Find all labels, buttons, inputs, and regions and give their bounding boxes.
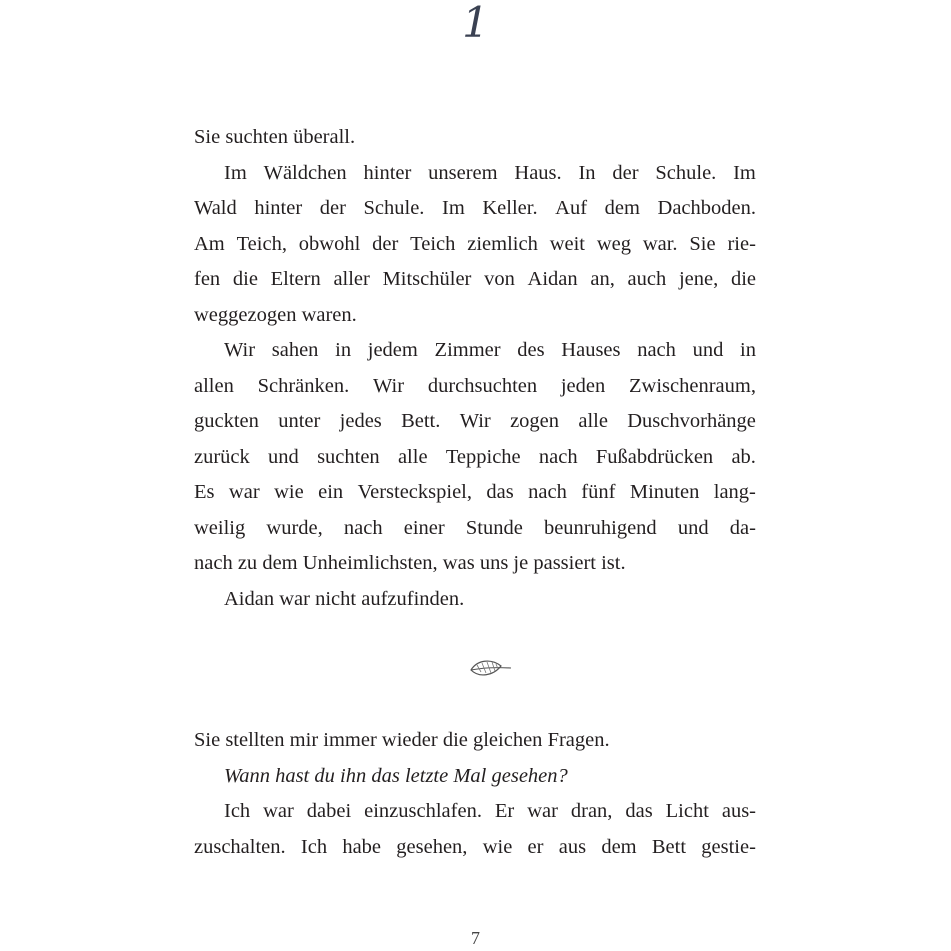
word: da- — [729, 516, 756, 539]
word: hast — [275, 764, 310, 787]
word: immer — [323, 729, 377, 751]
text-line — [194, 298, 756, 334]
word: zu — [237, 552, 258, 574]
word: Wir — [459, 410, 491, 432]
word: aus — [558, 835, 587, 858]
word: Teppiche — [445, 445, 521, 468]
word: weg — [596, 232, 631, 255]
word: passiert — [533, 552, 596, 574]
text-line — [194, 794, 756, 830]
word: war. — [642, 232, 678, 255]
word: nach — [538, 445, 578, 468]
word: Eltern — [270, 268, 321, 290]
word: der — [372, 232, 399, 255]
text-line — [194, 333, 756, 369]
word: gesehen? — [491, 764, 568, 787]
word: aus- — [721, 800, 756, 822]
word: die — [442, 729, 468, 751]
word: Auf — [555, 197, 588, 219]
word: Aidan — [527, 268, 578, 290]
word: nach — [528, 481, 567, 503]
leaf-icon — [469, 656, 513, 682]
word: wurde, — [266, 516, 323, 539]
word: uns — [479, 552, 509, 574]
word: du — [314, 764, 335, 787]
page-number: 7 — [471, 928, 480, 948]
word: je — [513, 552, 529, 574]
text-line — [194, 723, 756, 759]
word: zurück — [194, 445, 250, 468]
word: Keller. — [482, 197, 538, 219]
word: der — [612, 161, 639, 184]
word: Teich, — [236, 232, 287, 255]
word: Im — [224, 161, 247, 184]
word: fen — [194, 268, 221, 290]
word: ihn — [340, 764, 367, 787]
word: das — [625, 800, 653, 822]
word: sahen — [271, 339, 319, 361]
word: Es — [194, 481, 215, 503]
text-line — [194, 369, 756, 405]
word: Minuten — [629, 481, 700, 503]
word: aufzufinden. — [361, 587, 465, 610]
word: jedem — [367, 339, 418, 361]
text-line — [194, 120, 756, 156]
word: Bett. — [401, 410, 441, 432]
word: nach — [194, 552, 233, 574]
word: Versteckspiel, — [357, 481, 472, 503]
text-line — [194, 404, 756, 440]
word: nicht — [315, 587, 357, 610]
word: Teich — [410, 232, 456, 255]
word: die — [232, 268, 258, 290]
word: zogen — [510, 410, 560, 432]
word: des — [517, 339, 545, 361]
word: er — [527, 835, 544, 858]
text-line — [194, 511, 756, 547]
word: Ich — [224, 800, 251, 822]
word: Sie — [194, 729, 221, 751]
word: durchsuchten — [427, 374, 538, 397]
word: Hauses — [561, 339, 621, 361]
text-line — [194, 156, 756, 192]
word: war — [228, 481, 260, 503]
word: nach — [343, 516, 383, 539]
text-line — [194, 546, 756, 582]
word: unserem — [428, 161, 498, 184]
word: hinter — [254, 197, 303, 219]
word: was — [442, 552, 475, 574]
word: Schule. — [363, 197, 425, 219]
word: Wir — [224, 339, 256, 361]
word: letzte — [404, 764, 449, 787]
word: unter — [278, 410, 321, 432]
word: gestie- — [701, 835, 756, 858]
word: Mitschüler — [382, 268, 472, 290]
word: rie- — [727, 232, 756, 255]
text-line — [194, 191, 756, 227]
text-line — [194, 830, 756, 866]
word: Wäldchen — [263, 161, 347, 184]
word: die — [730, 268, 756, 290]
word: ab. — [731, 445, 756, 468]
word: habe — [342, 835, 382, 858]
word: alle — [397, 445, 428, 468]
text-block-2 — [194, 723, 756, 865]
word: dem — [601, 835, 637, 858]
word: weilig — [194, 516, 246, 539]
word: Sie — [194, 126, 221, 148]
word: obwohl — [298, 232, 361, 255]
word: wieder — [381, 729, 438, 751]
word: in — [335, 339, 352, 361]
word: gesehen, — [396, 835, 468, 858]
word: gleichen — [472, 729, 543, 751]
word: Zwischenraum, — [629, 374, 756, 397]
word: Wann — [224, 764, 270, 787]
word: Wir — [373, 374, 405, 397]
text-line — [194, 582, 756, 618]
word: einer — [403, 516, 445, 539]
chapter-number: 1 — [462, 0, 489, 47]
word: Am — [194, 232, 225, 255]
text-block-1 — [194, 120, 756, 617]
word: lang- — [713, 481, 756, 503]
word: Wald — [194, 197, 237, 219]
word: Haus. — [514, 161, 562, 184]
word: dabei — [306, 800, 352, 822]
word: zuschalten. — [194, 835, 286, 858]
text-line — [194, 227, 756, 263]
word: alle — [578, 410, 608, 432]
word: In — [578, 161, 596, 184]
word: Schule. — [655, 161, 717, 184]
word: und — [268, 445, 299, 468]
word: dem — [262, 552, 298, 574]
word: Im — [733, 161, 756, 184]
word: allen — [194, 374, 234, 397]
text-line — [194, 262, 756, 298]
word: war — [527, 800, 558, 822]
word: weit — [549, 232, 585, 255]
word: Im — [442, 197, 465, 219]
word: wie — [482, 835, 513, 858]
word: Er — [494, 800, 515, 822]
word: der — [319, 197, 346, 219]
text-line — [194, 440, 756, 476]
word: Bett — [651, 835, 687, 858]
word: dem — [604, 197, 640, 219]
text-line — [194, 759, 756, 795]
word: auch — [627, 268, 667, 290]
text-line — [194, 475, 756, 511]
word: nach — [637, 339, 676, 361]
word: suchten — [317, 445, 380, 468]
word: ein — [318, 481, 344, 503]
word: von — [484, 268, 515, 290]
word: Mal — [453, 764, 487, 787]
word: waren. — [301, 303, 357, 326]
word: und — [692, 339, 724, 361]
word: mir — [289, 729, 319, 751]
word: fünf — [581, 481, 616, 503]
word: weggezogen — [194, 303, 297, 326]
word: das — [371, 764, 400, 787]
word: das — [486, 481, 514, 503]
word: Fußabdrücken — [595, 445, 714, 468]
word: und — [677, 516, 709, 539]
word: Fragen. — [547, 729, 610, 751]
word: Sie — [689, 232, 716, 255]
word: Schränken. — [257, 374, 350, 397]
word: ist. — [601, 552, 626, 574]
word: Dachboden. — [657, 197, 756, 219]
word: in — [740, 339, 756, 361]
word: jeden — [560, 374, 606, 397]
word: überall. — [293, 126, 356, 148]
word: stellten — [225, 729, 285, 751]
word: Licht — [665, 800, 709, 822]
word: Unheimlichsten, — [302, 552, 438, 574]
word: wie — [274, 481, 304, 503]
word: guckten — [194, 410, 259, 432]
word: einzuschlafen. — [364, 800, 482, 822]
word: war — [263, 800, 294, 822]
word: jedes — [339, 410, 382, 432]
word: dran, — [570, 800, 613, 822]
word: Aidan — [224, 587, 275, 610]
word: Stunde — [465, 516, 523, 539]
word: beunruhigend — [543, 516, 657, 539]
word: Ich — [300, 835, 328, 858]
word: hinter — [363, 161, 412, 184]
word: aller — [333, 268, 370, 290]
word: war — [279, 587, 310, 610]
word: Zimmer — [434, 339, 501, 361]
word: suchten — [225, 126, 288, 148]
word: jene, — [678, 268, 719, 290]
word: Duschvorhänge — [627, 410, 756, 432]
word: an, — [590, 268, 615, 290]
word: ziemlich — [467, 232, 538, 255]
